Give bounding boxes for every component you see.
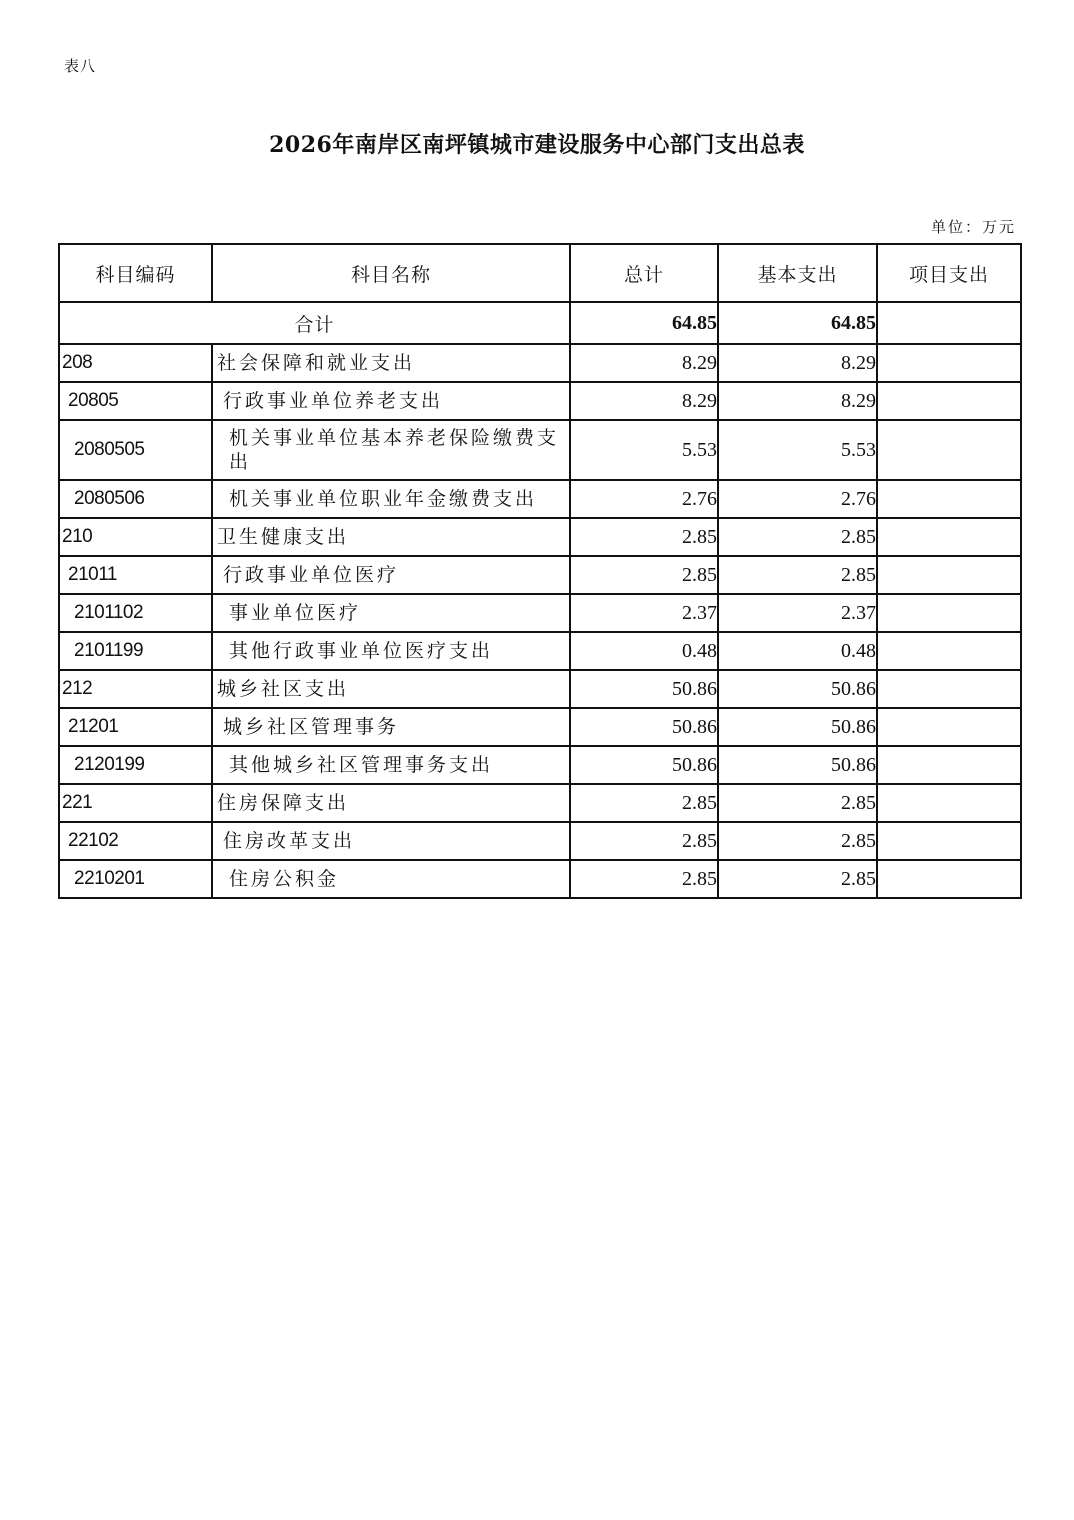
- row-code: 2120199: [59, 746, 212, 784]
- row-total: 50.86: [570, 708, 718, 746]
- document-title: 2026年南岸区南坪镇城市建设服务中心部门支出总表: [269, 132, 805, 158]
- row-project: [877, 670, 1021, 708]
- row-name: 机关事业单位职业年金缴费支出: [212, 480, 570, 518]
- row-total: 2.76: [570, 480, 718, 518]
- row-total: 0.48: [570, 632, 718, 670]
- table-row: [59, 518, 1021, 556]
- table-row: [59, 480, 1021, 518]
- row-total: 50.86: [570, 746, 718, 784]
- row-project: [877, 420, 1021, 480]
- row-total: 2.85: [570, 822, 718, 860]
- row-code: 2101102: [59, 594, 212, 632]
- row-total: 2.85: [570, 556, 718, 594]
- row-total: 5.53: [570, 420, 718, 480]
- row-basic: 50.86: [718, 746, 877, 784]
- row-basic: 2.85: [718, 860, 877, 898]
- row-basic: 0.48: [718, 632, 877, 670]
- table-row: [59, 784, 1021, 822]
- row-basic: 50.86: [718, 670, 877, 708]
- table-number-label: 表八: [64, 57, 97, 75]
- row-code: 2080506: [59, 480, 212, 518]
- row-code: 20805: [59, 382, 212, 420]
- table-row: [59, 420, 1021, 480]
- row-code: 210: [59, 518, 212, 556]
- column-header-basic: 基本支出: [718, 244, 877, 302]
- column-header-code: 科目编码: [59, 244, 212, 302]
- row-basic: 2.85: [718, 556, 877, 594]
- row-name: 社会保障和就业支出: [212, 344, 570, 382]
- row-project: [877, 860, 1021, 898]
- row-total: 2.85: [570, 860, 718, 898]
- row-name: 卫生健康支出: [212, 518, 570, 556]
- table-row: [59, 556, 1021, 594]
- total-row: [59, 302, 1021, 344]
- row-project: [877, 708, 1021, 746]
- row-project: [877, 480, 1021, 518]
- row-project: [877, 518, 1021, 556]
- row-project: [877, 382, 1021, 420]
- table-row: [59, 594, 1021, 632]
- row-basic: 5.53: [718, 420, 877, 480]
- total-project: [877, 302, 1021, 344]
- row-name: 其他行政事业单位医疗支出: [212, 632, 570, 670]
- total-label: 合计: [59, 302, 570, 344]
- row-basic: 2.85: [718, 784, 877, 822]
- table-row: [59, 860, 1021, 898]
- row-code: 21011: [59, 556, 212, 594]
- column-header-total: 总计: [570, 244, 718, 302]
- row-name: 事业单位医疗: [212, 594, 570, 632]
- row-code: 2080505: [59, 420, 212, 480]
- column-header-project: 项目支出: [877, 244, 1021, 302]
- row-name: 住房保障支出: [212, 784, 570, 822]
- row-project: [877, 556, 1021, 594]
- row-total: 2.85: [570, 784, 718, 822]
- column-header-name: 科目名称: [212, 244, 570, 302]
- row-code: 22102: [59, 822, 212, 860]
- row-code: 21201: [59, 708, 212, 746]
- row-name: 住房公积金: [212, 860, 570, 898]
- row-code: 2101199: [59, 632, 212, 670]
- row-name: 城乡社区支出: [212, 670, 570, 708]
- table-row: [59, 746, 1021, 784]
- row-code: 208: [59, 344, 212, 382]
- row-name: 行政事业单位医疗: [212, 556, 570, 594]
- row-total: 50.86: [570, 670, 718, 708]
- row-basic: 2.85: [718, 518, 877, 556]
- row-project: [877, 594, 1021, 632]
- table-header-row: [59, 244, 1021, 302]
- row-basic: 2.37: [718, 594, 877, 632]
- table-row: [59, 344, 1021, 382]
- row-basic: 2.85: [718, 822, 877, 860]
- row-project: [877, 344, 1021, 382]
- unit-label: 单位：万元: [930, 218, 1016, 236]
- row-name: 其他城乡社区管理事务支出: [212, 746, 570, 784]
- table-row: [59, 708, 1021, 746]
- row-total: 8.29: [570, 344, 718, 382]
- total-amount: 64.85: [570, 302, 718, 344]
- row-project: [877, 746, 1021, 784]
- table-row: [59, 382, 1021, 420]
- row-total: 2.37: [570, 594, 718, 632]
- row-code: 2210201: [59, 860, 212, 898]
- row-basic: 2.76: [718, 480, 877, 518]
- row-code: 212: [59, 670, 212, 708]
- row-name: 行政事业单位养老支出: [212, 382, 570, 420]
- row-project: [877, 632, 1021, 670]
- total-basic: 64.85: [718, 302, 877, 344]
- row-name: 机关事业单位基本养老保险缴费支出: [212, 420, 570, 480]
- row-project: [877, 784, 1021, 822]
- table-row: [59, 822, 1021, 860]
- row-name: 住房改革支出: [212, 822, 570, 860]
- row-basic: 50.86: [718, 708, 877, 746]
- row-total: 2.85: [570, 518, 718, 556]
- row-code: 221: [59, 784, 212, 822]
- expenditure-table: [58, 243, 1022, 899]
- row-basic: 8.29: [718, 382, 877, 420]
- row-name: 城乡社区管理事务: [212, 708, 570, 746]
- row-total: 8.29: [570, 382, 718, 420]
- table-row: [59, 670, 1021, 708]
- row-project: [877, 822, 1021, 860]
- table-row: [59, 632, 1021, 670]
- row-basic: 8.29: [718, 344, 877, 382]
